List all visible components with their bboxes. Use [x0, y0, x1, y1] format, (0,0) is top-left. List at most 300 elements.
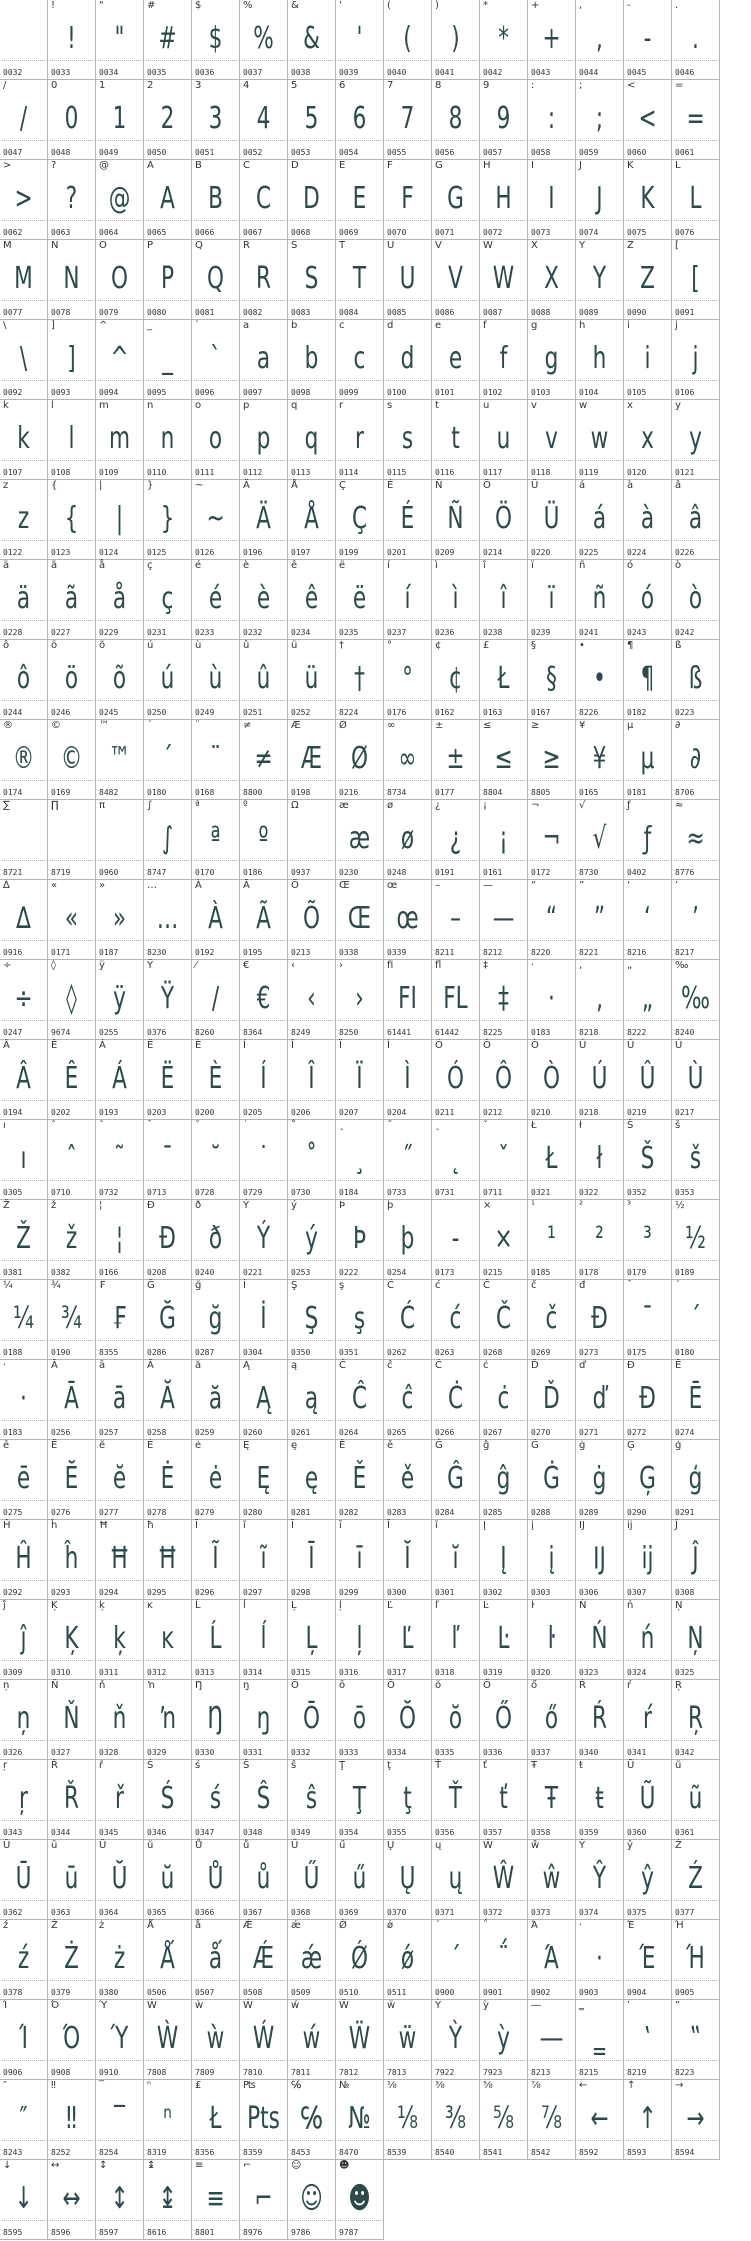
glyph-cell[interactable]: [48, 480, 96, 560]
glyph-cell[interactable]: [144, 1680, 192, 1760]
glyph-cell[interactable]: [480, 1440, 528, 1520]
glyph-cell[interactable]: [576, 480, 624, 560]
glyph-cell[interactable]: [576, 400, 624, 480]
glyph-cell[interactable]: [288, 160, 336, 240]
glyph-cell[interactable]: [48, 0, 96, 80]
glyph-cell[interactable]: [672, 1840, 720, 1920]
glyph-cell[interactable]: [240, 1360, 288, 1440]
glyph-cell[interactable]: [432, 720, 480, 800]
glyph-cell[interactable]: [672, 560, 720, 640]
glyph-cell[interactable]: [0, 640, 48, 720]
glyph-cell[interactable]: [144, 640, 192, 720]
glyph-cell[interactable]: [0, 1280, 48, 1360]
glyph-cell[interactable]: [528, 1360, 576, 1440]
glyph-cell[interactable]: [672, 2080, 720, 2160]
glyph-cell[interactable]: [432, 80, 480, 160]
glyph-cell[interactable]: [96, 640, 144, 720]
glyph-cell[interactable]: [384, 2080, 432, 2160]
glyph-cell[interactable]: [384, 560, 432, 640]
glyph-cell[interactable]: [624, 1760, 672, 1840]
glyph-cell[interactable]: [432, 160, 480, 240]
glyph-cell[interactable]: [96, 80, 144, 160]
glyph-cell[interactable]: [192, 80, 240, 160]
glyph-cell[interactable]: [192, 0, 240, 80]
glyph-cell[interactable]: [144, 1440, 192, 1520]
glyph-cell[interactable]: [0, 1440, 48, 1520]
glyph-cell[interactable]: [288, 320, 336, 400]
glyph-cell[interactable]: [528, 0, 576, 80]
glyph-cell[interactable]: [336, 1040, 384, 1120]
glyph-cell[interactable]: [672, 1040, 720, 1120]
glyph-cell[interactable]: [144, 480, 192, 560]
glyph-cell[interactable]: [528, 80, 576, 160]
glyph-cell[interactable]: [192, 1920, 240, 2000]
glyph-cell[interactable]: [0, 2160, 48, 2240]
glyph-cell[interactable]: [480, 1840, 528, 1920]
glyph-cell[interactable]: [576, 1760, 624, 1840]
glyph-cell[interactable]: [336, 320, 384, 400]
glyph-cell[interactable]: [672, 1280, 720, 1360]
glyph-cell[interactable]: [384, 1840, 432, 1920]
glyph-cell[interactable]: [624, 2080, 672, 2160]
glyph-cell[interactable]: [480, 240, 528, 320]
glyph-cell[interactable]: [240, 240, 288, 320]
glyph-cell[interactable]: [384, 1920, 432, 2000]
glyph-cell[interactable]: [576, 880, 624, 960]
glyph-cell[interactable]: [528, 240, 576, 320]
glyph-cell[interactable]: [672, 1920, 720, 2000]
glyph-cell[interactable]: [288, 1680, 336, 1760]
glyph-cell[interactable]: [240, 1120, 288, 1200]
glyph-cell[interactable]: [528, 720, 576, 800]
glyph-cell[interactable]: [192, 1600, 240, 1680]
glyph-cell[interactable]: [480, 1760, 528, 1840]
glyph-cell[interactable]: [240, 1040, 288, 1120]
glyph-cell[interactable]: [432, 2000, 480, 2080]
glyph-cell[interactable]: [576, 1520, 624, 1600]
glyph-cell[interactable]: [192, 160, 240, 240]
glyph-cell[interactable]: [384, 720, 432, 800]
glyph-cell[interactable]: [672, 1200, 720, 1280]
glyph-cell[interactable]: [96, 960, 144, 1040]
glyph-cell[interactable]: [48, 320, 96, 400]
glyph-cell[interactable]: [576, 320, 624, 400]
glyph-cell[interactable]: [384, 320, 432, 400]
glyph-cell[interactable]: [528, 1200, 576, 1280]
glyph-cell[interactable]: [240, 800, 288, 880]
glyph-cell[interactable]: [336, 1440, 384, 1520]
glyph-cell[interactable]: [48, 1280, 96, 1360]
glyph-cell[interactable]: [672, 1440, 720, 1520]
glyph-cell[interactable]: [480, 1120, 528, 1200]
glyph-cell[interactable]: [192, 1680, 240, 1760]
glyph-cell[interactable]: [624, 480, 672, 560]
glyph-cell[interactable]: [336, 1360, 384, 1440]
glyph-cell[interactable]: [144, 960, 192, 1040]
glyph-cell[interactable]: [240, 1680, 288, 1760]
glyph-cell[interactable]: [480, 1520, 528, 1600]
glyph-cell[interactable]: [672, 1120, 720, 1200]
glyph-cell[interactable]: [288, 1280, 336, 1360]
glyph-cell[interactable]: [432, 560, 480, 640]
glyph-cell[interactable]: [576, 800, 624, 880]
glyph-cell[interactable]: [624, 560, 672, 640]
glyph-cell[interactable]: [432, 240, 480, 320]
glyph-cell[interactable]: [672, 800, 720, 880]
glyph-cell[interactable]: [96, 320, 144, 400]
glyph-cell[interactable]: [336, 240, 384, 320]
glyph-cell[interactable]: [144, 2160, 192, 2240]
glyph-cell[interactable]: [288, 1040, 336, 1120]
glyph-cell[interactable]: [96, 880, 144, 960]
glyph-cell[interactable]: [672, 320, 720, 400]
glyph-cell[interactable]: [0, 1600, 48, 1680]
glyph-cell[interactable]: [0, 560, 48, 640]
glyph-cell[interactable]: [480, 1360, 528, 1440]
glyph-cell[interactable]: [96, 1840, 144, 1920]
glyph-cell[interactable]: [384, 1600, 432, 1680]
glyph-cell[interactable]: [192, 1760, 240, 1840]
glyph-cell[interactable]: [144, 2080, 192, 2160]
glyph-cell[interactable]: [528, 1840, 576, 1920]
glyph-cell[interactable]: [192, 1520, 240, 1600]
glyph-cell[interactable]: [576, 1200, 624, 1280]
glyph-cell[interactable]: [144, 1920, 192, 2000]
glyph-cell[interactable]: [480, 960, 528, 1040]
glyph-cell[interactable]: [624, 1520, 672, 1600]
glyph-cell[interactable]: [672, 880, 720, 960]
glyph-cell[interactable]: [48, 1760, 96, 1840]
glyph-cell[interactable]: [48, 800, 96, 880]
glyph-cell[interactable]: [48, 1840, 96, 1920]
glyph-cell[interactable]: [576, 1360, 624, 1440]
glyph-cell[interactable]: [624, 400, 672, 480]
glyph-cell[interactable]: [240, 1440, 288, 1520]
glyph-cell[interactable]: [624, 1680, 672, 1760]
glyph-cell[interactable]: [432, 1200, 480, 1280]
glyph-cell[interactable]: [96, 800, 144, 880]
glyph-cell[interactable]: [0, 0, 48, 80]
glyph-cell[interactable]: [672, 80, 720, 160]
glyph-cell[interactable]: [384, 1280, 432, 1360]
glyph-cell[interactable]: [384, 480, 432, 560]
glyph-cell[interactable]: [624, 1440, 672, 1520]
glyph-cell[interactable]: [624, 0, 672, 80]
glyph-cell[interactable]: [432, 1920, 480, 2000]
glyph-cell[interactable]: [480, 880, 528, 960]
glyph-cell[interactable]: [48, 2080, 96, 2160]
glyph-cell[interactable]: [144, 400, 192, 480]
glyph-cell[interactable]: [288, 1440, 336, 1520]
glyph-cell[interactable]: [480, 480, 528, 560]
glyph-cell[interactable]: [576, 2080, 624, 2160]
glyph-cell[interactable]: [336, 1760, 384, 1840]
glyph-cell[interactable]: [288, 1600, 336, 1680]
glyph-cell[interactable]: [48, 1600, 96, 1680]
glyph-cell[interactable]: [240, 0, 288, 80]
glyph-cell[interactable]: [624, 1360, 672, 1440]
glyph-cell[interactable]: [0, 1520, 48, 1600]
glyph-cell[interactable]: [192, 1280, 240, 1360]
glyph-cell[interactable]: [240, 1840, 288, 1920]
glyph-cell[interactable]: [288, 0, 336, 80]
glyph-cell[interactable]: [336, 2080, 384, 2160]
glyph-cell[interactable]: [672, 240, 720, 320]
glyph-cell[interactable]: [240, 1280, 288, 1360]
glyph-cell[interactable]: [48, 1440, 96, 1520]
glyph-cell[interactable]: [48, 1680, 96, 1760]
glyph-cell[interactable]: [432, 1600, 480, 1680]
glyph-cell[interactable]: [240, 1600, 288, 1680]
glyph-cell[interactable]: [240, 480, 288, 560]
glyph-cell[interactable]: [672, 960, 720, 1040]
glyph-cell[interactable]: [240, 80, 288, 160]
glyph-cell[interactable]: [624, 1200, 672, 1280]
glyph-cell[interactable]: [432, 1280, 480, 1360]
glyph-cell[interactable]: [288, 1520, 336, 1600]
glyph-cell[interactable]: [624, 1600, 672, 1680]
glyph-cell[interactable]: [480, 1920, 528, 2000]
glyph-cell[interactable]: [480, 2080, 528, 2160]
glyph-cell[interactable]: [0, 880, 48, 960]
glyph-cell[interactable]: [576, 1840, 624, 1920]
glyph-cell[interactable]: [192, 1200, 240, 1280]
glyph-cell[interactable]: [384, 80, 432, 160]
glyph-cell[interactable]: [528, 640, 576, 720]
glyph-cell[interactable]: [384, 1360, 432, 1440]
glyph-cell[interactable]: [288, 1360, 336, 1440]
glyph-cell[interactable]: [480, 1600, 528, 1680]
glyph-cell[interactable]: [432, 0, 480, 80]
glyph-cell[interactable]: [576, 1280, 624, 1360]
glyph-cell[interactable]: [432, 1840, 480, 1920]
glyph-cell[interactable]: [288, 2080, 336, 2160]
glyph-cell[interactable]: [192, 320, 240, 400]
glyph-cell[interactable]: [336, 1200, 384, 1280]
glyph-cell[interactable]: [144, 80, 192, 160]
glyph-cell[interactable]: [624, 640, 672, 720]
glyph-cell[interactable]: [432, 480, 480, 560]
glyph-cell[interactable]: [576, 1600, 624, 1680]
glyph-cell[interactable]: [432, 1680, 480, 1760]
glyph-cell[interactable]: [192, 880, 240, 960]
glyph-cell[interactable]: [192, 2080, 240, 2160]
glyph-cell[interactable]: [192, 1840, 240, 1920]
glyph-cell[interactable]: [624, 320, 672, 400]
glyph-cell[interactable]: [240, 720, 288, 800]
glyph-cell[interactable]: [288, 640, 336, 720]
glyph-cell[interactable]: [96, 400, 144, 480]
glyph-cell[interactable]: [336, 400, 384, 480]
glyph-cell[interactable]: [144, 1520, 192, 1600]
glyph-cell[interactable]: [0, 1840, 48, 1920]
glyph-cell[interactable]: [528, 320, 576, 400]
glyph-cell[interactable]: [144, 880, 192, 960]
glyph-cell[interactable]: [624, 960, 672, 1040]
glyph-cell[interactable]: [336, 1280, 384, 1360]
glyph-cell[interactable]: [288, 80, 336, 160]
glyph-cell[interactable]: [576, 160, 624, 240]
glyph-cell[interactable]: [96, 560, 144, 640]
glyph-cell[interactable]: [0, 2000, 48, 2080]
glyph-cell[interactable]: [432, 400, 480, 480]
glyph-cell[interactable]: [0, 1680, 48, 1760]
glyph-cell[interactable]: [432, 1760, 480, 1840]
glyph-cell[interactable]: [624, 2000, 672, 2080]
glyph-cell[interactable]: [336, 2160, 384, 2240]
glyph-cell[interactable]: [480, 720, 528, 800]
glyph-cell[interactable]: [48, 400, 96, 480]
glyph-cell[interactable]: [576, 1120, 624, 1200]
glyph-cell[interactable]: [96, 1600, 144, 1680]
glyph-cell[interactable]: [144, 160, 192, 240]
glyph-cell[interactable]: [480, 1680, 528, 1760]
glyph-cell[interactable]: [624, 80, 672, 160]
glyph-cell[interactable]: [192, 1120, 240, 1200]
glyph-cell[interactable]: [192, 1040, 240, 1120]
glyph-cell[interactable]: [624, 1040, 672, 1120]
glyph-cell[interactable]: [288, 960, 336, 1040]
glyph-cell[interactable]: [240, 1520, 288, 1600]
glyph-cell[interactable]: [240, 960, 288, 1040]
glyph-cell[interactable]: [432, 880, 480, 960]
glyph-cell[interactable]: [528, 1440, 576, 1520]
glyph-cell[interactable]: [288, 2000, 336, 2080]
glyph-cell[interactable]: [48, 1920, 96, 2000]
glyph-cell[interactable]: [624, 240, 672, 320]
glyph-cell[interactable]: [336, 0, 384, 80]
glyph-cell[interactable]: [432, 320, 480, 400]
glyph-cell[interactable]: [0, 1120, 48, 1200]
glyph-cell[interactable]: [576, 0, 624, 80]
glyph-cell[interactable]: [48, 2160, 96, 2240]
glyph-cell[interactable]: [384, 1680, 432, 1760]
glyph-cell[interactable]: [144, 560, 192, 640]
glyph-cell[interactable]: [48, 720, 96, 800]
glyph-cell[interactable]: [672, 480, 720, 560]
glyph-cell[interactable]: [384, 240, 432, 320]
glyph-cell[interactable]: [240, 560, 288, 640]
glyph-cell[interactable]: [0, 800, 48, 880]
glyph-cell[interactable]: [384, 1040, 432, 1120]
glyph-cell[interactable]: [144, 1280, 192, 1360]
glyph-cell[interactable]: [288, 880, 336, 960]
glyph-cell[interactable]: [288, 720, 336, 800]
glyph-cell[interactable]: [240, 1760, 288, 1840]
glyph-cell[interactable]: [96, 2160, 144, 2240]
glyph-cell[interactable]: [192, 960, 240, 1040]
glyph-cell[interactable]: [576, 1440, 624, 1520]
glyph-cell[interactable]: [480, 640, 528, 720]
glyph-cell[interactable]: [144, 1840, 192, 1920]
glyph-cell[interactable]: [96, 1360, 144, 1440]
glyph-cell[interactable]: [528, 800, 576, 880]
glyph-cell[interactable]: [240, 1200, 288, 1280]
glyph-cell[interactable]: [144, 2000, 192, 2080]
glyph-cell[interactable]: [0, 400, 48, 480]
glyph-cell[interactable]: [384, 960, 432, 1040]
glyph-cell[interactable]: [288, 1200, 336, 1280]
glyph-cell[interactable]: [192, 560, 240, 640]
glyph-cell[interactable]: [384, 160, 432, 240]
glyph-cell[interactable]: [240, 160, 288, 240]
glyph-cell[interactable]: [144, 1120, 192, 1200]
glyph-cell[interactable]: [0, 1200, 48, 1280]
glyph-cell[interactable]: [144, 1600, 192, 1680]
glyph-cell[interactable]: [336, 640, 384, 720]
glyph-cell[interactable]: [96, 480, 144, 560]
glyph-cell[interactable]: [144, 1200, 192, 1280]
glyph-cell[interactable]: [0, 1760, 48, 1840]
glyph-cell[interactable]: [528, 2000, 576, 2080]
glyph-cell[interactable]: [96, 0, 144, 80]
glyph-cell[interactable]: [96, 1760, 144, 1840]
glyph-cell[interactable]: [48, 1200, 96, 1280]
glyph-cell[interactable]: [624, 1280, 672, 1360]
glyph-cell[interactable]: [0, 160, 48, 240]
glyph-cell[interactable]: [480, 320, 528, 400]
glyph-cell[interactable]: [144, 800, 192, 880]
glyph-cell[interactable]: [0, 1920, 48, 2000]
glyph-cell[interactable]: [672, 720, 720, 800]
glyph-cell[interactable]: [192, 1360, 240, 1440]
glyph-cell[interactable]: [240, 1920, 288, 2000]
glyph-cell[interactable]: [48, 1520, 96, 1600]
glyph-cell[interactable]: [144, 720, 192, 800]
glyph-cell[interactable]: [432, 2080, 480, 2160]
glyph-cell[interactable]: [288, 1840, 336, 1920]
glyph-cell[interactable]: [384, 880, 432, 960]
glyph-cell[interactable]: [336, 800, 384, 880]
glyph-cell[interactable]: [288, 800, 336, 880]
glyph-cell[interactable]: [528, 1520, 576, 1600]
glyph-cell[interactable]: [480, 1040, 528, 1120]
glyph-cell[interactable]: [240, 400, 288, 480]
glyph-cell[interactable]: [144, 1360, 192, 1440]
glyph-cell[interactable]: [192, 720, 240, 800]
glyph-cell[interactable]: [672, 1760, 720, 1840]
glyph-cell[interactable]: [576, 1920, 624, 2000]
glyph-cell[interactable]: [336, 960, 384, 1040]
glyph-cell[interactable]: [0, 720, 48, 800]
glyph-cell[interactable]: [336, 80, 384, 160]
glyph-cell[interactable]: [528, 2080, 576, 2160]
glyph-cell[interactable]: [672, 1600, 720, 1680]
glyph-cell[interactable]: [624, 1120, 672, 1200]
glyph-cell[interactable]: [336, 1920, 384, 2000]
glyph-cell[interactable]: [96, 2000, 144, 2080]
glyph-cell[interactable]: [480, 1200, 528, 1280]
glyph-cell[interactable]: [96, 1040, 144, 1120]
glyph-cell[interactable]: [48, 160, 96, 240]
glyph-cell[interactable]: [144, 320, 192, 400]
glyph-cell[interactable]: [48, 560, 96, 640]
glyph-cell[interactable]: [576, 2000, 624, 2080]
glyph-cell[interactable]: [528, 160, 576, 240]
glyph-cell[interactable]: [192, 2160, 240, 2240]
glyph-cell[interactable]: [336, 880, 384, 960]
glyph-cell[interactable]: [48, 640, 96, 720]
glyph-cell[interactable]: [672, 0, 720, 80]
glyph-cell[interactable]: [48, 1360, 96, 1440]
glyph-cell[interactable]: [384, 400, 432, 480]
glyph-cell[interactable]: [192, 400, 240, 480]
glyph-cell[interactable]: [528, 1040, 576, 1120]
glyph-cell[interactable]: [96, 1520, 144, 1600]
glyph-cell[interactable]: [48, 1040, 96, 1120]
glyph-cell[interactable]: [336, 720, 384, 800]
glyph-cell[interactable]: [480, 0, 528, 80]
